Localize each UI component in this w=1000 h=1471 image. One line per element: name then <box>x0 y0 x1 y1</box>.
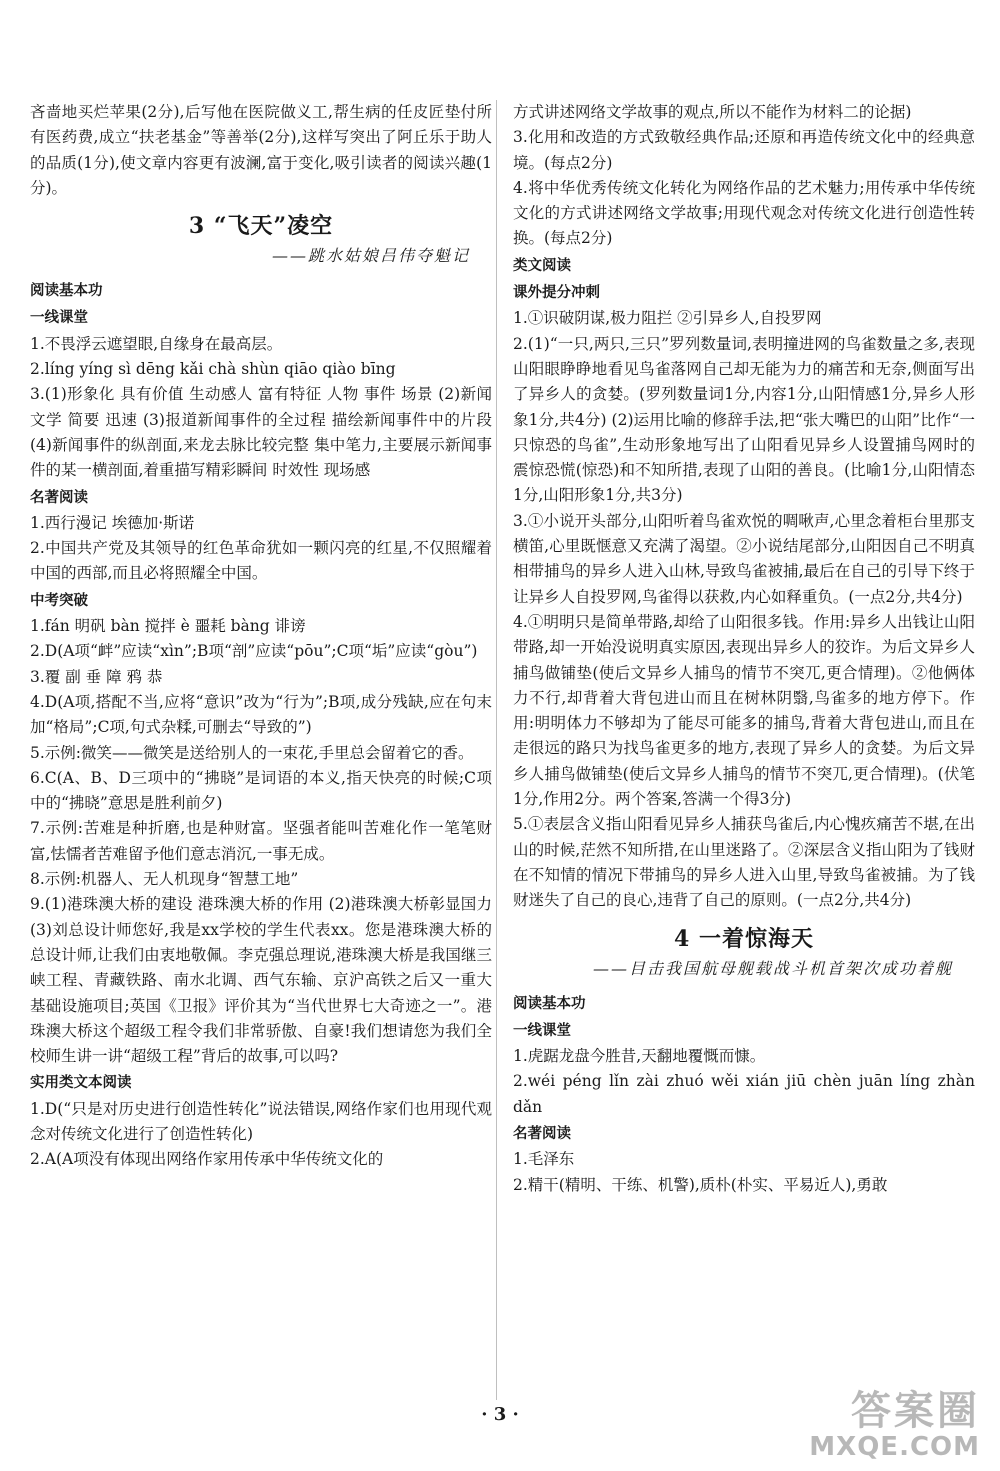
page-number: · 3 · <box>481 1404 519 1425</box>
answer-paragraph: 2.líng yíng sì dēng kǎi chà shùn qiāo qiào bīng <box>30 360 396 379</box>
answer-paragraph: 3.覆 副 垂 障 鸦 恭 <box>30 667 163 686</box>
answer-paragraph: 3.化用和改造的方式致敬经典作品;还原和再造传统文化中的经典意境。(每点2分) <box>513 128 975 172</box>
right-column <box>513 100 975 1198</box>
answer-paragraph: 1.不畏浮云遮望眼,自缘身在最高层。 <box>30 334 283 353</box>
lesson-title: 4 一着惊海天 <box>674 925 814 952</box>
section-heading: 中考突破 <box>30 592 88 609</box>
section-heading: 实用类文本阅读 <box>30 1075 132 1092</box>
answer-paragraph: 2.wéi péng lǐn zài zhuó wěi xián jiū chèn juān líng zhàn dǎn <box>513 1072 975 1116</box>
answer-paragraph: 7.示例:苦难是种折磨,也是种财富。坚强者能叫苦难化作一笔笔财富,怯懦者苦难留予他们意志消沉,一事无成。 <box>30 819 492 863</box>
answer-paragraph: 1.①识破阴谋,极力阻拦 ②引异乡人,自投罗网 <box>513 309 822 328</box>
answer-paragraph: 2.A(A项没有体现出网络作家用传承中华传统文化的 <box>30 1150 384 1169</box>
answer-paragraph: 2.(1)“一只,两只,三只”罗列数量词,表明撞进网的鸟雀数量之多,表现山阳眼睁睁地看见鸟雀落网自己却无能为力的痛苦和无奈,侧面写出了异乡人的贪婪。(罗列数量词1分,内容1分,山阳情感1分,异乡人形象1分,共4分) (2)运用比喻的修辞手法,把“张大嘴巴的山阳”比作“一只惊恐的鸟雀”,生动形象地写出了山阳看见异乡人设置捕鸟网时的震惊恐慌(惊恐)和不知所措,表现了山阳的善良。(比喻1分,山阳情态1分,山阳形象1分,共3分) <box>513 334 975 505</box>
answer-paragraph: 9.(1)港珠澳大桥的建设 港珠澳大桥的作用 (2)港珠澳大桥彰显国力 (3)刘总设计师您好,我是xx学校的学生代表xx。您是港珠澳大桥的总设计师,让我们由衷地敬佩。李克强总理说,港珠澳大桥是我国继三峡工程、青藏铁路、南水北调、西气东输、京沪高铁之后又一重大基础设施项目;英国《卫报》评价其为“当代世界七大奇迹之一”。港珠澳大桥这个超级工程令我们非常骄傲、自豪!我们想请您为我们全校师生讲一讲“超级工程”背后的故事,可以吗? <box>30 895 492 1066</box>
answer-paragraph: 1.虎踞龙盘今胜昔,天翻地覆慨而慷。 <box>513 1047 766 1066</box>
answer-paragraph: 8.示例:机器人、无人机现身“智慧工地” <box>30 870 299 889</box>
watermark-logo-text: 答案圈 <box>851 1388 980 1434</box>
section-heading: 一线课堂 <box>30 310 88 327</box>
section-heading: 名著阅读 <box>30 489 88 506</box>
answer-paragraph: 方式讲述网络文学故事的观点,所以不能作为材料二的论据) <box>513 103 912 121</box>
answer-paragraph: 1.西行漫记 埃德加·斯诺 <box>30 513 195 532</box>
lesson-title: 3 “飞天”凌空 <box>188 213 334 240</box>
answer-paragraph: 1.fán 明矾 bàn 搅拌 è 噩耗 bàng 诽谤 <box>30 617 306 636</box>
watermark-url: MXQE.COM <box>809 1432 980 1462</box>
lesson-subtitle: ——目击我国航母舰载战斗机首架次成功着舰 <box>592 958 953 978</box>
answer-paragraph: 3.(1)形象化 具有价值 生动感人 富有特征 人物 事件 场景 (2)新闻 文学 简要 迅速 (3)报道新闻事件的全过程 描绘新闻事件中的片段 (4)新闻事件的纵剖面,来龙去脉比较完整 集中笔力,主要展示新闻事件的某一横剖面,着重描写精彩瞬间 时效性 现场感 <box>30 385 492 480</box>
answer-paragraph: 3.①小说开头部分,山阳听着鸟雀欢悦的啁啾声,心里念着柜台里那支横笛,心里既惬意又充满了渴望。②小说结尾部分,山阳因自己不明真相带捕鸟的异乡人进入山林,导致鸟雀被捕,最后在自己的引导下终于让异乡人自投罗网,鸟雀得以获救,内心如释重负。(一点2分,共4分) <box>513 511 975 606</box>
answer-paragraph: 4.①明明只是简单带路,却给了山阳很多钱。作用:异乡人出钱让山阳带路,却一开始没说明真实原因,表现出异乡人的狡诈。为后文异乡人捕鸟做铺垫(使后文异乡人捕鸟的情节不突兀,更合情理)。②他俩体力不行,却背着大背包进山而且在树林阴翳,鸟雀多的地方停下。作用:明明体力不够却为了能尽可能多的捕鸟,背着大背包进山,而且在走很远的路只为找鸟雀更多的地方,表现了异乡人的贪婪。为后文异乡人捕鸟做铺垫(使后文异乡人捕鸟的情节不突兀,更合情理)。(伏笔1分,作用2分。两个答案,答满一个得3分) <box>513 612 975 809</box>
section-heading: 名著阅读 <box>513 1125 571 1142</box>
section-heading: 阅读基本功 <box>30 283 103 300</box>
answer-paragraph: 5.①表层含义指山阳看见异乡人捕获鸟雀后,内心愧疚痛苦不堪,在出山的时候,茫然不知所措,在山里迷路了。②深层含义指山阳为了钱财在不知情的情况下带捕鸟的异乡人进入山里,导致鸟雀被捕。为了钱财迷失了自己的良心,违背了自己的原则。(一点2分,共4分) <box>513 815 975 910</box>
section-heading: 一线课堂 <box>513 1022 571 1039</box>
lesson-subtitle: ——跳水姑娘吕伟夺魁记 <box>271 246 470 266</box>
answer-paragraph: 1.毛泽东 <box>513 1150 575 1169</box>
section-heading: 课外提分冲刺 <box>513 285 600 302</box>
answer-paragraph: 4.将中华优秀传统文化转化为网络作品的艺术魅力;用传承中华传统文化的方式讲述网络文学故事;用现代观念对传统文化进行创造性转换。(每点2分) <box>513 178 975 248</box>
answer-paragraph: 2.D(A项“衅”应读“xìn”;B项“剖”应读“pōu”;C项“垢”应读“gòu”) <box>30 642 478 661</box>
answer-paragraph: 4.D(A项,搭配不当,应将“意识”改为“行为”;B项,成分残缺,应在句末加“格局”;C项,句式杂糅,可删去“导致的”) <box>30 692 492 737</box>
answer-paragraph: 1.D(“只是对历史进行创造性转化”说法错误,网络作家们也用现代观念对传统文化进行了创造性转化) <box>30 1099 492 1143</box>
answer-paragraph: 2.中国共产党及其领导的红色革命犹如一颗闪亮的红星,不仅照耀着中国的西部,而且必将照耀全中国。 <box>30 539 492 583</box>
watermark <box>809 1389 980 1461</box>
section-heading: 类文阅读 <box>513 257 571 274</box>
answer-paragraph: 5.示例:微笑——微笑是送给别人的一束花,手里总会留着它的香。 <box>30 743 474 762</box>
answer-paragraph: 吝啬地买烂苹果(2分),后写他在医院做义工,帮生病的任皮匠垫付所有医药费,成立“扶老基金”等善举(2分),这样写突出了阿丘乐于助人的品质(1分),使文章内容更有波澜,富于变化,吸引读者的阅读兴趣(1分)。 <box>30 103 492 197</box>
answer-paragraph: 6.C(A、B、D三项中的“拂晓”是词语的本义,指天快亮的时候;C项中的“拂晓”意思是胜利前夕) <box>30 768 492 813</box>
answer-paragraph: 2.精干(精明、干练、机警),质朴(朴实、平易近人),勇敢 <box>513 1175 888 1194</box>
section-heading: 阅读基本功 <box>513 995 586 1012</box>
left-column <box>30 100 492 1173</box>
column-divider <box>496 100 497 1400</box>
